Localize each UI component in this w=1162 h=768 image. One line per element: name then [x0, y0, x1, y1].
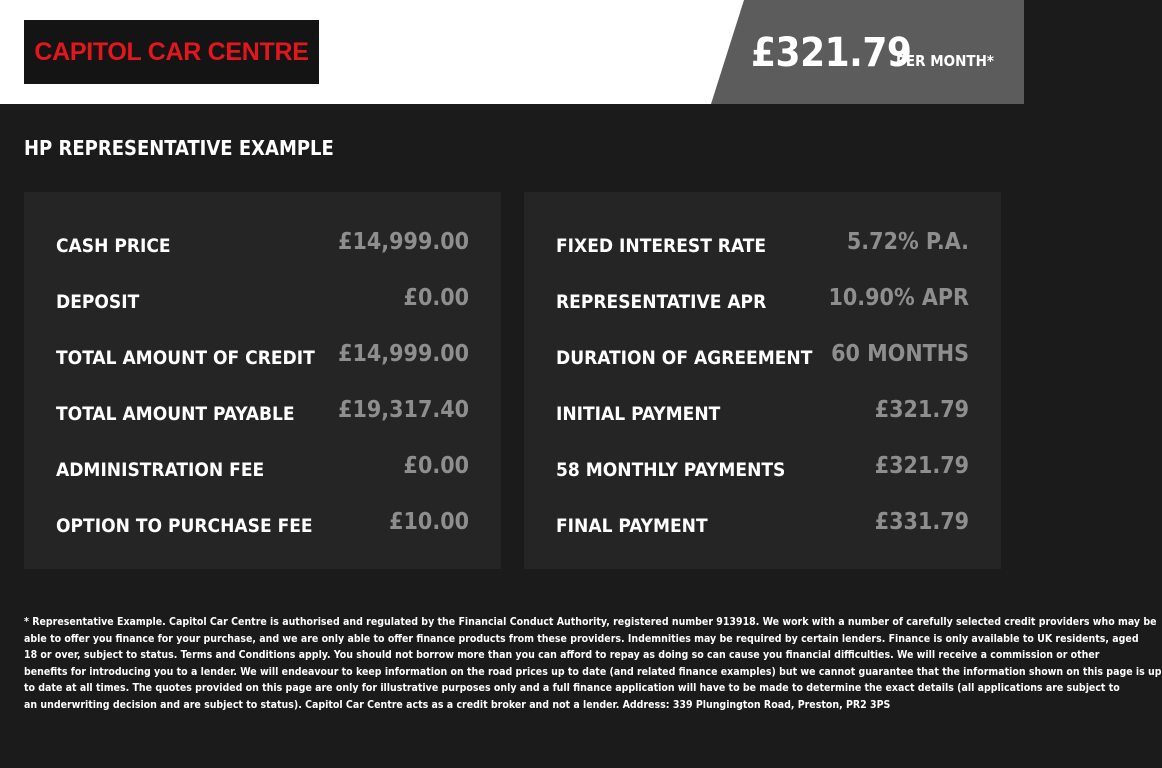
finance-row [56, 509, 469, 541]
finance-row [556, 341, 969, 373]
disclaimer-line: benefits for introducing you to a lender. We will endeavour to keep information on the road prices up to date (and related finance examples) but we cannot guarantee that the information shown on this page is up [24, 665, 1162, 678]
finance-row [556, 397, 969, 429]
row-value: £0.00 [403, 453, 469, 479]
disclaimer-line: 18 or over, subject to status. Terms and Conditions apply. You should not borrow more than you can afford to repay as doing so can cause you financial difficulties. We will receive a commission or other [24, 649, 1100, 662]
finance-panel-left [24, 192, 501, 569]
row-label: FINAL PAYMENT [556, 515, 708, 537]
row-label: REPRESENTATIVE APR [556, 291, 767, 313]
disclaimer-line: an underwriting decision and are subject to status). Capitol Car Centre acts as a credit broker and not a lender. Address: 339 Plungington Road, Preston, PR2 3PS [24, 698, 891, 711]
row-label: FIXED INTEREST RATE [556, 235, 767, 257]
row-value: £14,999.00 [338, 341, 469, 367]
row-label: DURATION OF AGREEMENT [556, 347, 813, 369]
row-value: £0.00 [403, 285, 469, 311]
finance-row [556, 229, 969, 261]
finance-row [56, 341, 469, 373]
row-value: 10.90% APR [828, 285, 969, 311]
row-label: 58 MONTHLY PAYMENTS [556, 459, 786, 481]
row-value: 5.72% P.A. [846, 229, 969, 255]
row-value: 60 MONTHS [831, 341, 969, 367]
disclaimer-line: to date at all times. The quotes provided on this page are only for illustrative purposes only and a full finance application will have to be made to determine the exact details (all applications are subject to [24, 682, 1120, 695]
row-label: TOTAL AMOUNT PAYABLE [56, 403, 295, 425]
row-label: OPTION TO PURCHASE FEE [56, 515, 313, 537]
disclaimer-line: able to offer you finance for your purchase, and we are only able to offer finance products from these providers. Indemnities may be required by certain lenders. Finance is only available to UK residents, aged [24, 632, 1139, 645]
row-value: £321.79 [874, 397, 969, 423]
row-label: TOTAL AMOUNT OF CREDIT [56, 347, 315, 369]
row-value: £19,317.40 [338, 397, 469, 423]
dealer-logo [24, 20, 319, 84]
finance-disclaimer [24, 614, 1162, 714]
per-month-label: PER MONTH* [896, 52, 994, 70]
finance-row [56, 285, 469, 317]
row-label: ADMINISTRATION FEE [56, 459, 265, 481]
finance-row [56, 453, 469, 485]
row-value: £14,999.00 [338, 229, 469, 255]
row-value: £331.79 [874, 509, 969, 535]
row-label: DEPOSIT [56, 291, 140, 313]
header [0, 0, 1024, 104]
finance-row [56, 229, 469, 261]
finance-row [56, 397, 469, 429]
disclaimer-line: * Representative Example. Capitol Car Centre is authorised and regulated by the Financial Conduct Authority, registered number 913918. We work with a number of carefully selected credit providers who may be [24, 616, 1157, 628]
row-label: INITIAL PAYMENT [556, 403, 721, 425]
finance-row [556, 509, 969, 541]
row-value: £321.79 [874, 453, 969, 479]
row-label: CASH PRICE [56, 235, 171, 257]
logo-text: CAPITOL CAR CENTRE [34, 37, 309, 66]
finance-row [556, 285, 969, 317]
monthly-amount: £321.79 [751, 30, 912, 76]
finance-row [556, 453, 969, 485]
finance-panel-right [524, 192, 1001, 569]
section-title: HP REPRESENTATIVE EXAMPLE [24, 136, 334, 160]
row-value: £10.00 [389, 509, 469, 535]
